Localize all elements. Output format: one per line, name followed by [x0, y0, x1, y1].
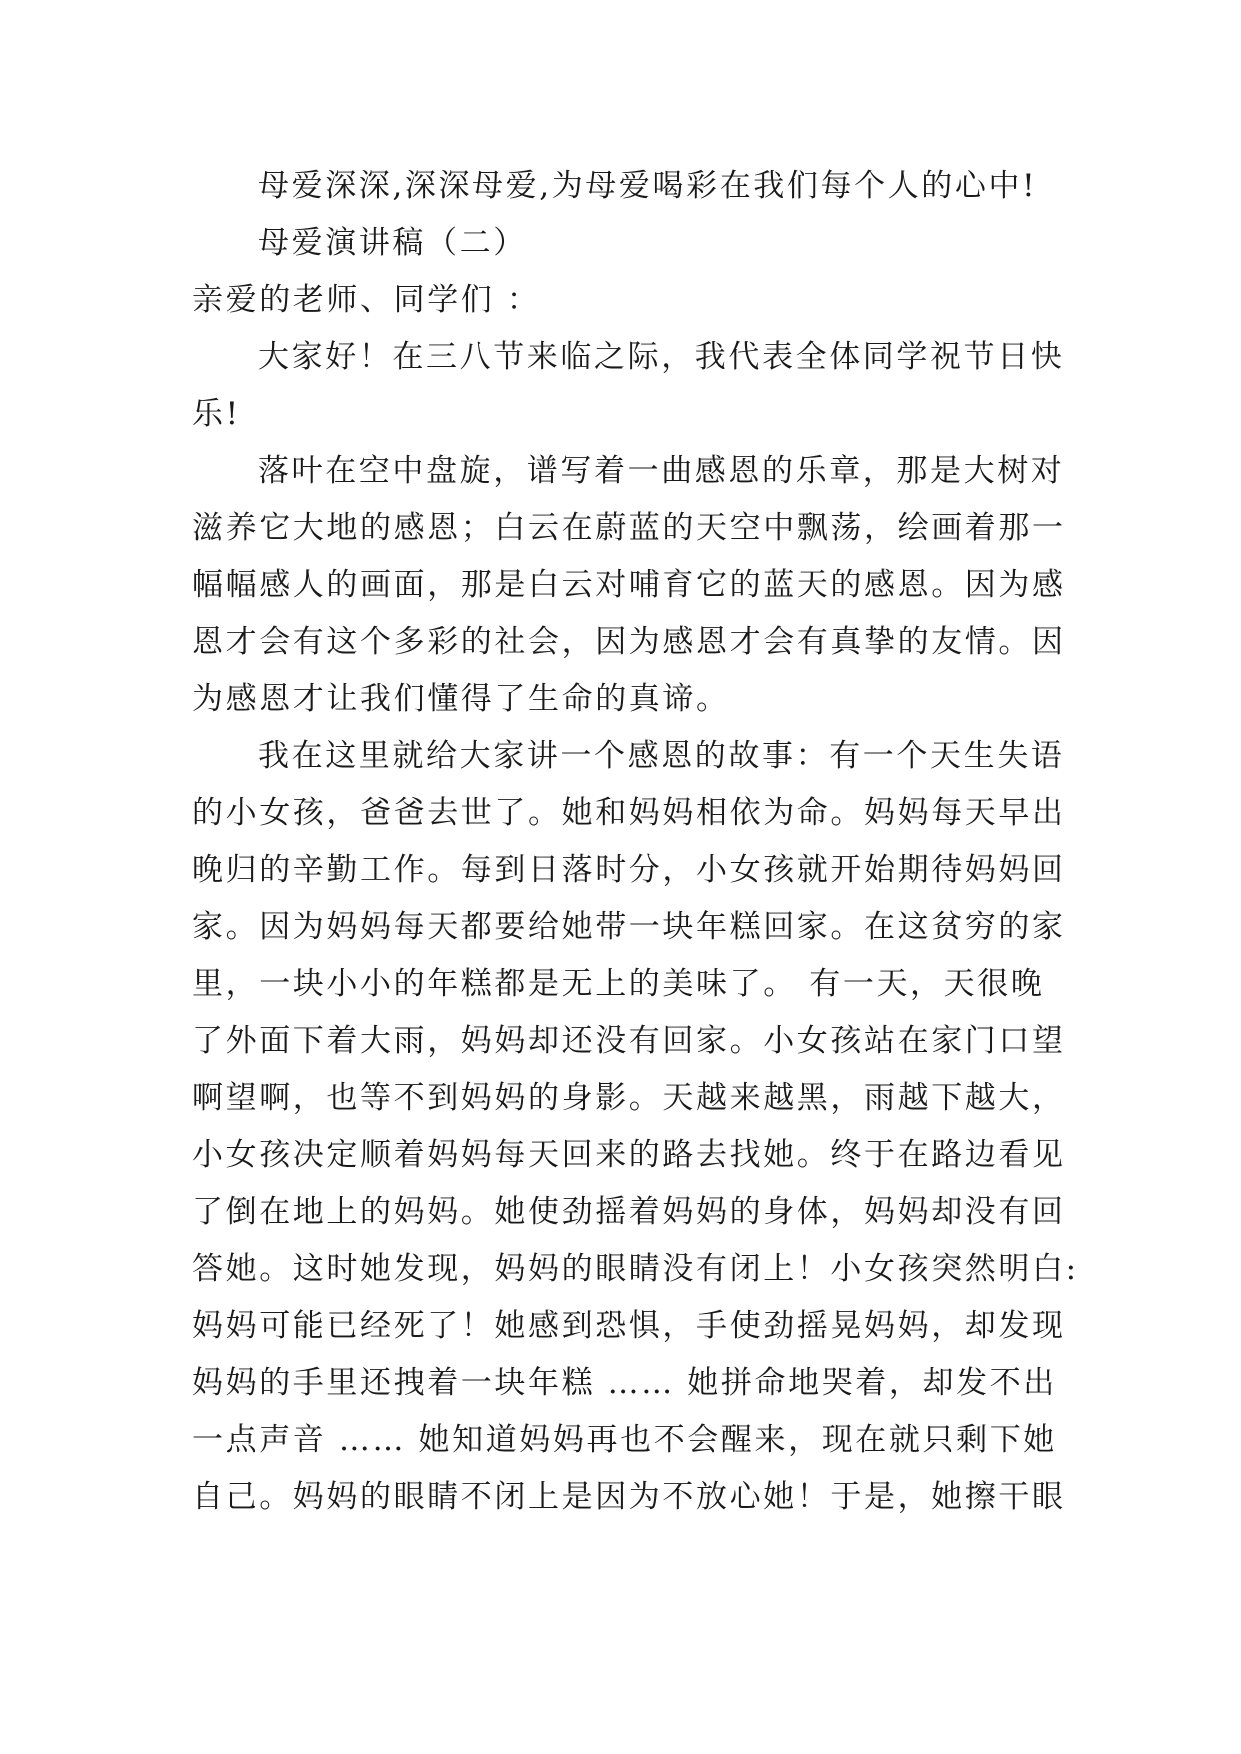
document-body [192, 158, 1079, 1526]
text-line: 晚归的辛勤工作。每到日落时分，小女孩就开始期待妈妈回 [192, 852, 1066, 888]
text-line: 了倒在地上的妈妈。她使劲摇着妈妈的身体，妈妈却没有回 [192, 1194, 1066, 1230]
text-line: 答她。这时她发现，妈妈的眼睛没有闭上！小女孩突然明白: [192, 1251, 1079, 1287]
text-line: 母爱演讲稿（二） [258, 225, 527, 261]
text-line: 幅幅感人的画面，那是白云对哺育它的蓝天的感恩。因为感 [192, 567, 1066, 603]
text-line: 小女孩决定顺着妈妈每天回来的路去找她。终于在路边看见 [192, 1137, 1066, 1173]
text-line: 我在这里就给大家讲一个感恩的故事：有一个天生失语 [258, 738, 1065, 774]
text-line: 为感恩才让我们懂得了生命的真谛。 [192, 681, 730, 717]
text-line: 家。因为妈妈每天都要给她带一块年糕回家。在这贫穷的家 [192, 909, 1066, 945]
text-line: 一点声音 …… 她知道妈妈再也不会醒来，现在就只剩下她 [192, 1422, 1057, 1458]
text-line: 妈妈可能已经死了！她感到恐惧，手使劲摇晃妈妈，却发现 [192, 1308, 1066, 1344]
text-line: 里，一块小小的年糕都是无上的美味了。 有一天，天很晚 [192, 966, 1045, 1002]
text-line: 自己。妈妈的眼睛不闭上是因为不放心她！于是，她擦干眼 [192, 1479, 1066, 1515]
text-line: 了外面下着大雨，妈妈却还没有回家。小女孩站在家门口望 [192, 1023, 1066, 1059]
text-line: 妈妈的手里还拽着一块年糕 …… 她拼命地哭着，却发不出 [192, 1365, 1057, 1401]
text-line: 大家好！在三八节来临之际，我代表全体同学祝节日快 [258, 339, 1065, 375]
text-line: 亲爱的老师、同学们 ： [192, 282, 541, 318]
text-line: 的小女孩，爸爸去世了。她和妈妈相依为命。妈妈每天早出 [192, 795, 1066, 831]
text-line: 乐! [192, 396, 241, 432]
text-line: 恩才会有这个多彩的社会，因为感恩才会有真挚的友情。因 [192, 624, 1066, 660]
text-line: 母爱深深,深深母爱,为母爱喝彩在我们每个人的心中! [258, 168, 1038, 204]
text-line: 落叶在空中盘旋，谱写着一曲感恩的乐章，那是大树对 [258, 453, 1065, 489]
text-line: 啊望啊，也等不到妈妈的身影。天越来越黑，雨越下越大， [192, 1080, 1066, 1116]
text-line: 滋养它大地的感恩；白云在蔚蓝的天空中飘荡，绘画着那一 [192, 510, 1066, 546]
